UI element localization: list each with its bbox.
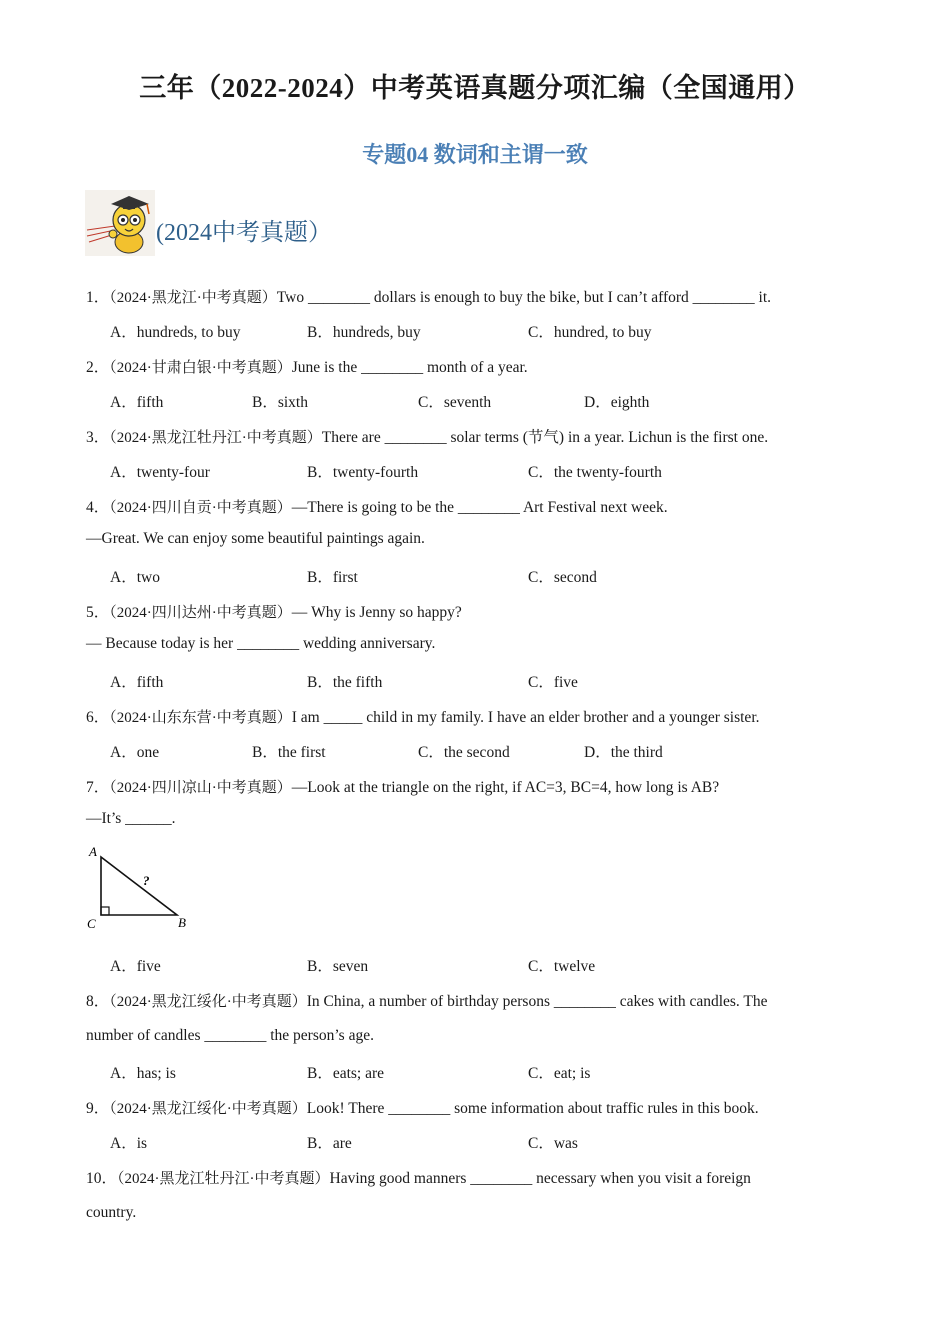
question-source: （2024·四川达州·中考真题） [109, 605, 292, 621]
question-text: —There is going to be the ________ Art Festival next week. [291, 499, 668, 516]
question-number: 8． [86, 993, 110, 1010]
option-a[interactable]: A．is [110, 1135, 148, 1152]
option-c[interactable]: C．the twenty-fourth [528, 464, 662, 481]
mascot-graduate-icon [85, 190, 155, 256]
option-d[interactable]: D．eighth [584, 394, 650, 411]
option-a[interactable]: A．hundreds, to buy [110, 324, 241, 341]
question-text: Look! There ________ some information about traffic rules in this book. [306, 1100, 759, 1117]
question-text-line2: —It’s ______. [86, 810, 176, 827]
question-number: 2． [86, 359, 110, 376]
vertex-a-label: A [89, 844, 97, 859]
question-text: Two ________ dollars is enough to buy the bike, but I can’t afford ________ it. [276, 289, 772, 306]
question-source: （2024·四川自贡·中考真题） [109, 500, 292, 516]
option-a[interactable]: A．fifth [110, 674, 164, 691]
question-text: —Look at the triangle on the right, if AC=3, BC=4, how long is AB? [291, 779, 720, 796]
right-triangle-figure [85, 843, 195, 933]
question-number: 10． [86, 1170, 118, 1187]
question-text: I am _____ child in my family. I have an elder brother and a younger sister. [291, 709, 760, 726]
option-b[interactable]: B．sixth [252, 394, 308, 411]
question-number: 6． [86, 709, 110, 726]
option-c[interactable]: C．eat; is [528, 1065, 591, 1082]
question-source: （2024·甘肃白银·中考真题） [109, 360, 292, 376]
question-text-line2: number of candles ________ the person’s age. [86, 1027, 374, 1044]
vertex-c-label: C [87, 916, 96, 931]
question-number: 4． [86, 499, 110, 516]
document-title: 三年（2022-2024）中考英语真题分项汇编（全国通用） [139, 73, 811, 103]
option-b[interactable]: B．eats; are [307, 1065, 385, 1082]
option-b[interactable]: B．seven [307, 958, 369, 975]
question-source: （2024·黑龙江牡丹江·中考真题） [109, 430, 322, 446]
question-source: （2024·四川凉山·中考真题） [109, 780, 292, 796]
question-8 [86, 989, 768, 1011]
option-a[interactable]: A．twenty-four [110, 464, 210, 481]
question-number: 5． [86, 604, 110, 621]
question-1 [86, 285, 771, 307]
question-7 [86, 775, 719, 797]
question-number: 9． [86, 1100, 110, 1117]
question-source: （2024·黑龙江·中考真题） [109, 290, 277, 306]
option-c[interactable]: C．was [528, 1135, 578, 1152]
question-5 [86, 600, 462, 622]
question-6 [86, 705, 760, 727]
option-b[interactable]: B．first [307, 569, 358, 586]
question-9 [86, 1096, 759, 1118]
hypotenuse-question-label: ? [143, 873, 150, 888]
option-a[interactable]: A．fifth [110, 394, 164, 411]
option-b[interactable]: B．the fifth [307, 674, 383, 691]
question-2 [86, 355, 528, 377]
option-c[interactable]: C．hundred, to buy [528, 324, 652, 341]
question-text-line2: —Great. We can enjoy some beautiful paintings again. [86, 530, 425, 547]
option-c[interactable]: C．twelve [528, 958, 596, 975]
option-b[interactable]: B．the first [252, 744, 326, 761]
option-c[interactable]: C．five [528, 674, 578, 691]
question-text: Having good manners ________ necessary when you visit a foreign [329, 1170, 751, 1187]
option-c[interactable]: C．second [528, 569, 597, 586]
question-text: In China, a number of birthday persons ________ cakes with candles. The [306, 993, 768, 1010]
question-number: 3． [86, 429, 110, 446]
question-text-line2: country. [86, 1204, 137, 1221]
option-a[interactable]: A．five [110, 958, 161, 975]
option-b[interactable]: B．hundreds, buy [307, 324, 421, 341]
question-text: June is the ________ month of a year. [291, 359, 528, 376]
question-3 [86, 425, 768, 447]
question-number: 7． [86, 779, 110, 796]
option-b[interactable]: B．are [307, 1135, 352, 1152]
question-text-line2: — Because today is her ________ wedding anniversary. [86, 635, 436, 652]
document-subtitle: 专题04 数词和主谓一致 [362, 142, 588, 167]
question-text: — Why is Jenny so happy? [291, 604, 462, 621]
option-b[interactable]: B．twenty-fourth [307, 464, 419, 481]
option-a[interactable]: A．two [110, 569, 160, 586]
section-heading: (2024中考真题） [156, 220, 332, 246]
option-d[interactable]: D．the third [584, 744, 663, 761]
option-a[interactable]: A．one [110, 744, 160, 761]
question-source: （2024·黑龙江绥化·中考真题） [109, 994, 307, 1010]
option-a[interactable]: A．has; is [110, 1065, 176, 1082]
question-source: （2024·黑龙江牡丹江·中考真题） [117, 1171, 330, 1187]
option-c[interactable]: C．the second [418, 744, 510, 761]
question-4 [86, 495, 668, 517]
question-source: （2024·黑龙江绥化·中考真题） [109, 1101, 307, 1117]
question-source: （2024·山东东营·中考真题） [109, 710, 292, 726]
question-text: There are ________ solar terms (节气) in a year. Lichun is the first one. [321, 429, 769, 446]
question-number: 1． [86, 289, 110, 306]
option-c[interactable]: C．seventh [418, 394, 492, 411]
vertex-b-label: B [178, 915, 186, 930]
question-10 [86, 1166, 751, 1188]
